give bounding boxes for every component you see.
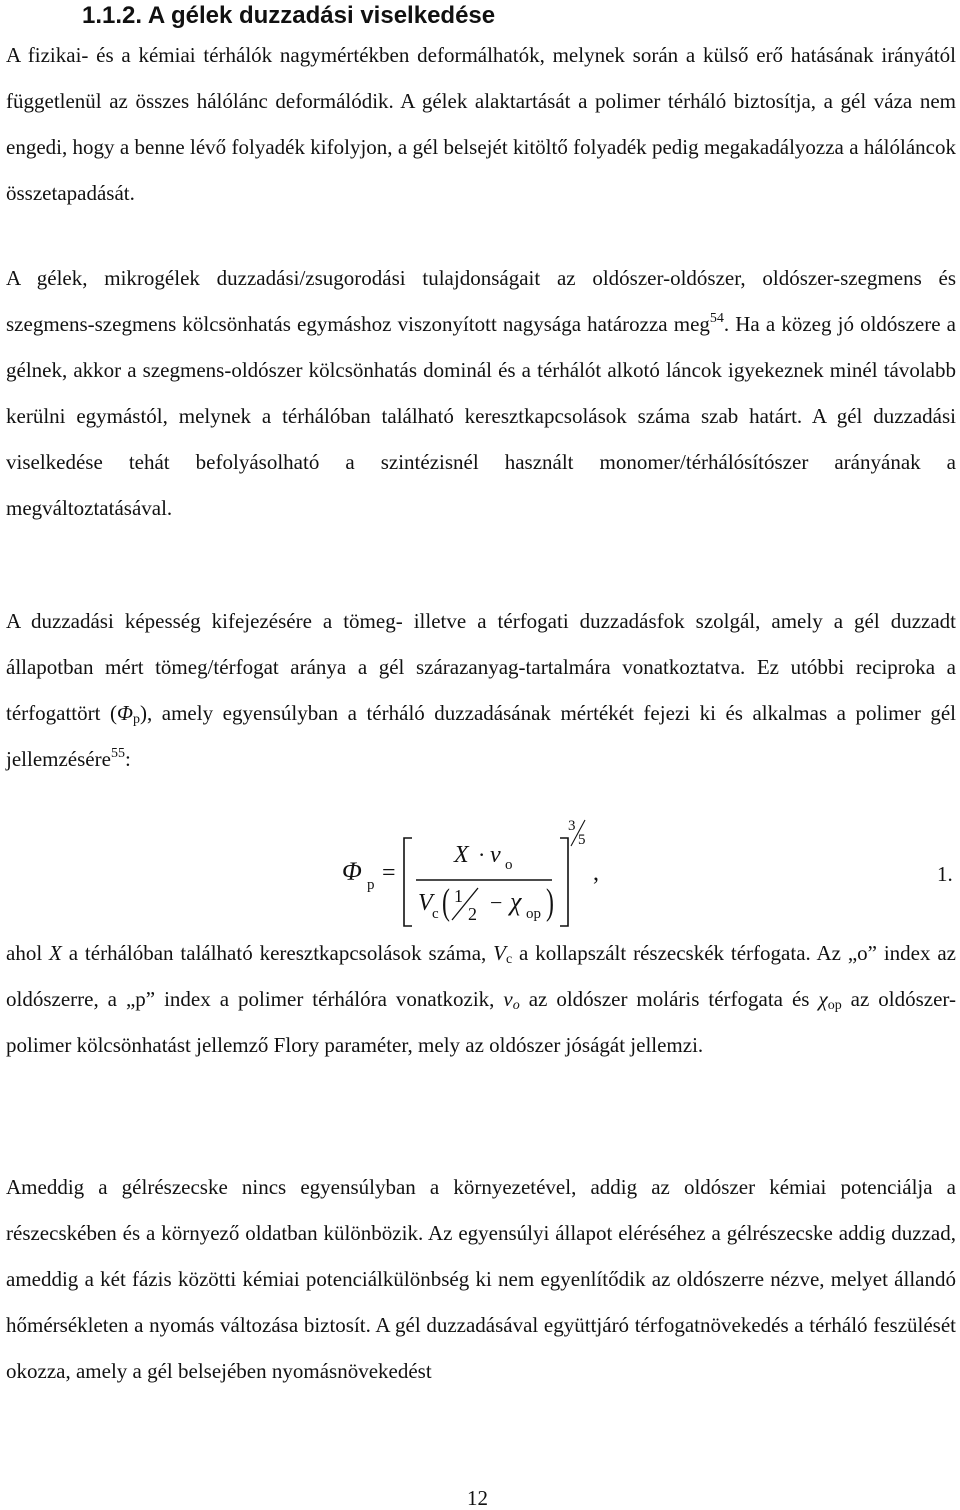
eq-equals: = (382, 860, 396, 886)
paragraph-3-text-a: A duzzadási képesség kifejezésére a tömeg- illetve a térfogati duzzadásfok szolgál, amely a gél duzzadt állapotban mért tömeg/térfogat aránya a gél szárazanyag-tartalmára vonatkoztatva. Ez utóbbi reciproka a térfogattört ( (6, 609, 956, 725)
eq-den-v-sub: c (432, 906, 439, 922)
equation-number: 1. (937, 862, 953, 886)
symbol-chi-sub: op (827, 998, 842, 1013)
paragraph-4 (6, 930, 956, 1068)
symbol-chi: χ (818, 987, 828, 1011)
paragraph-4-text-3: a kollapszált részecskék térfogata. Az „o” index az oldószerre, a „p” index a polimer térhálóra vonatkozik, (6, 941, 956, 1011)
eq-lhs-sub: p (367, 877, 375, 893)
eq-lhs-phi: Φ (342, 857, 362, 886)
paragraph-2 (6, 255, 956, 531)
equation-1 (0, 810, 960, 930)
eq-num-x: X (454, 842, 469, 868)
eq-exp-5: 5 (578, 832, 586, 848)
eq-den-half-2: 2 (468, 904, 477, 924)
symbol-x: X (49, 941, 62, 965)
section-heading (82, 2, 495, 30)
citation-55: 55 (110, 746, 125, 761)
eq-den-rparen: ) (546, 880, 554, 923)
phi-subscript: p (133, 712, 140, 727)
eq-den-v: V (418, 890, 433, 916)
eq-den-minus: − (490, 890, 503, 915)
paragraph-2-text-b: . Ha a közeg jó oldószere a gélnek, akkor a szegmens-oldószer kölcsönhatás dominál és a térhálót alkotó láncok igyekeznek minél távolabb kerülni egymástól, melynek a térhálóban található keresztkapcsolások száma szab határt. A gél duzzadási viselkedése tehát befolyásolható a szintézisnél használt monomer/térhálósítószer arányának a megváltoztatásával. (6, 312, 956, 520)
eq-den-chi: χ (510, 887, 522, 916)
eq-comma: , (593, 860, 599, 886)
symbol-v-small: v (503, 987, 513, 1011)
eq-den-lparen: ( (442, 880, 450, 923)
eq-den-half-1: 1 (454, 886, 463, 906)
paragraph-4-text-1: ahol (6, 941, 50, 965)
paragraph-1: A fizikai- és a kémiai térhálók nagymértékben deformálhatók, melynek során a külső erő hatásának irányától függetlenül az összes hálólánc deformálódik. A gélek alaktartását a polimer térháló biztosítja, a gél váza nem engedi, hogy a benne lévő folyadék kifolyjon, a gél belsejét kitöltő folyadék pedig megakadályozza a hálóláncok összetapadását. (6, 43, 956, 205)
paragraph-3-text-b: ), amely egyensúlyban a térháló duzzadásának mértékét fejezi ki és alkalmas a polimer gél jellemzésére (6, 701, 957, 771)
paragraph-4-text-2: a térhálóban található keresztkapcsolások száma, (61, 941, 494, 965)
citation-54: 54 (709, 311, 724, 326)
paragraph-5: Ameddig a gélrészecske nincs egyensúlyban a környezetével, addig az oldószer kémiai potenciálja a részecskében és a környező oldatban különbözik. Az egyensúlyi állapot eléréséhez a gélrészecske addig duzzad, ameddig a két fázis közötti kémiai potenciálkülönbség ki nem egyenlítődik az oldószerre nézve, melyet állandó hőmérsékleten a nyomás változása biztosít. A gél duzzadásával együttjáró térfogatnövekedés a térháló feszülését okozza, amely a gél belsejében nyomásnövekedést (6, 1175, 956, 1383)
section-number: 1.1.2. (82, 2, 143, 29)
phi-symbol: Φ (117, 701, 133, 725)
paragraph-3 (6, 598, 956, 782)
paragraph-4-text-5: az oldószer-polimer kölcsönhatást jellemző Flory paraméter, mely az oldószer jóságát jellemzi. (6, 987, 957, 1057)
symbol-v-cap-sub: c (505, 952, 513, 967)
paragraph-3-text-c: : (124, 747, 131, 771)
section-title: A gélek duzzadási viselkedése (147, 2, 496, 29)
eq-left-bracket (404, 838, 412, 926)
paragraph-2-text-a: A gélek, mikrogélek duzzadási/zsugorodási tulajdonságait az oldószer-oldószer, oldószer-szegmens és szegmens-szegmens kölcsönhatás egymáshoz viszonyított nagysága határozza meg (6, 266, 956, 336)
eq-right-bracket (560, 838, 568, 926)
eq-den-chi-sub: op (526, 906, 541, 922)
symbol-v-cap: V (493, 941, 506, 965)
paragraph-4-text-4: az oldószer moláris térfogata és (519, 987, 819, 1011)
eq-num-dot: · (478, 842, 486, 867)
page-number: 12 (467, 1486, 488, 1510)
symbol-v-small-sub: o (512, 998, 520, 1013)
eq-num-v-sub: o (505, 857, 513, 873)
eq-num-v: v (490, 842, 501, 868)
eq-exp-3: 3 (568, 818, 576, 834)
